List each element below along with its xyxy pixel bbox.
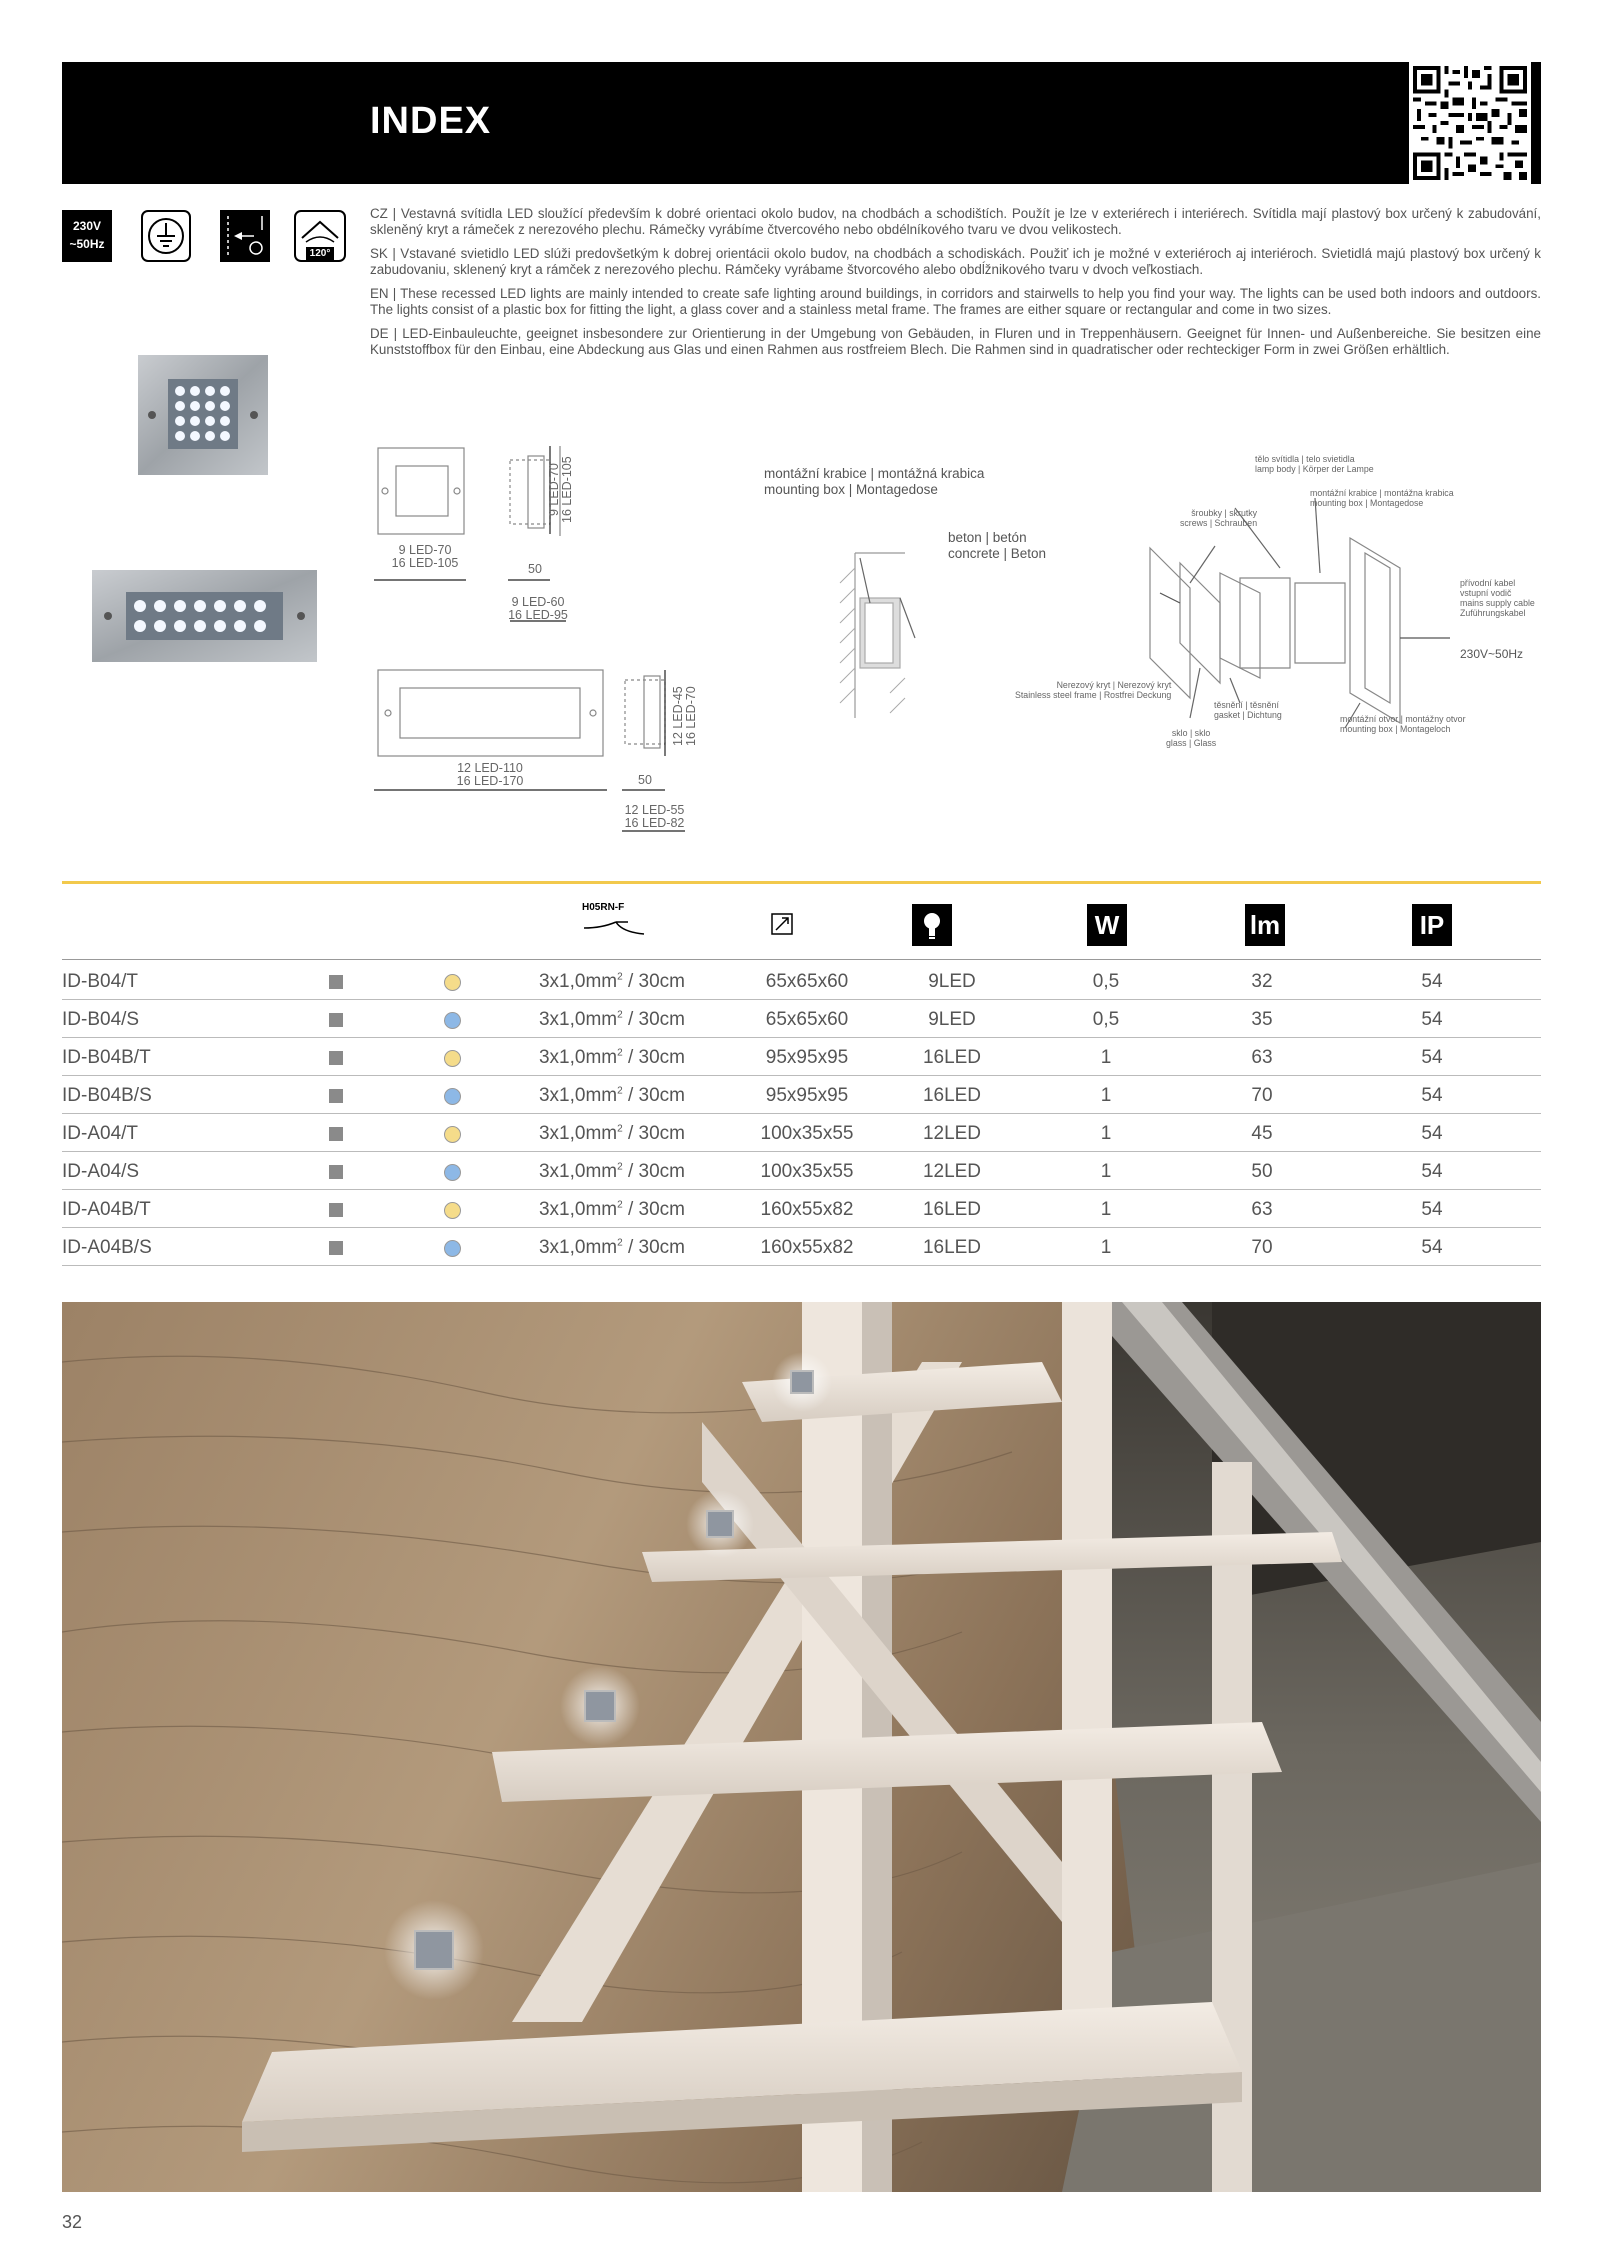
beam-angle-icon <box>294 210 346 262</box>
wattage: 1 <box>1100 1047 1112 1068</box>
page-title: INDEX <box>370 100 492 142</box>
light-tone-dot <box>444 1164 461 1181</box>
table-row <box>62 1228 1541 1266</box>
finish-swatch <box>329 975 343 989</box>
rectangular-light-image <box>92 570 317 662</box>
product-dimensions: 65x65x60 <box>765 971 849 992</box>
finish-swatch <box>329 1051 343 1065</box>
label-mounting-box: montážní krabice | montážná krabica mounting box | Montagedose <box>764 466 985 497</box>
ip-rating: 54 <box>1421 1161 1443 1182</box>
light-tone-dot <box>444 1088 461 1105</box>
product-dimensions: 100x35x55 <box>760 1161 854 1182</box>
finish-swatch <box>329 1241 343 1255</box>
table-row <box>62 1114 1541 1152</box>
finish-swatch <box>329 1203 343 1217</box>
table-top-rule <box>62 881 1541 884</box>
led-count: 12LED <box>922 1161 982 1182</box>
cable-spec: $3x1,0mm^2 / 30cm$ <box>538 1047 685 1068</box>
cable-size: 3x1,0mm <box>538 1199 618 1220</box>
wattage: 0,5 <box>1092 1009 1120 1030</box>
label-lamp-body: tělo svítidla | telo svietidla lamp body | Körper der Lampe <box>1255 454 1374 474</box>
cable-length: / 30cm <box>622 1085 685 1106</box>
table-row <box>62 1038 1541 1076</box>
wattage: 0,5 <box>1092 971 1120 992</box>
table-row <box>62 1190 1541 1228</box>
wattage: 1 <box>1100 1161 1112 1182</box>
dim-square-box: 9 LED-60 16 LED-95 <box>508 595 568 622</box>
product-dimensions: 160x55x82 <box>760 1237 854 1258</box>
led-count: 16LED <box>922 1237 982 1258</box>
dim-rect-width: 12 LED-110 16 LED-170 <box>456 761 524 788</box>
cable-size: 3x1,0mm <box>538 1237 618 1258</box>
label-voltage: 230V~50Hz <box>1460 647 1524 661</box>
product-code: ID-A04B/S <box>62 1237 152 1258</box>
description-en: EN | These recessed LED lights are mainly intended to create safe lighting around buildings, in corridors and stairwells to help you find your way. The lights can be used both indoors and outdoors. The lights consist of a plastic box for fitting the light, a glass cover and a stainless metal frame. The frames are either square or rectangular and come in two sizes. <box>370 286 1541 317</box>
label-mounting-hole: montážní otvor | montážny otvor mounting box | Montageloch <box>1340 714 1466 734</box>
header-bar <box>62 62 1541 184</box>
ip-rating: 54 <box>1421 1123 1443 1144</box>
product-code: ID-B04B/S <box>62 1085 152 1106</box>
lumens: 45 <box>1251 1123 1273 1144</box>
cable-size: 3x1,0mm <box>538 1009 618 1030</box>
light-tone-dot <box>444 1202 461 1219</box>
label-glass: sklo | sklo glass | Glass <box>1166 728 1217 748</box>
cable-type-label: H05RN-F <box>582 902 625 913</box>
table-row <box>62 1152 1541 1190</box>
description-cz: CZ | Vestavná svítidla LED sloužící především k dobré orientaci okolo budov, na chodbách a schodištích. Použít je lze v exteriérech i interiérech. Svítidla mají plastový box určený k zabudování, skleněný kryt a rámeček z nerezového plechu. Rámečky vyrábíme čtvercového nebo obdélníkového tvaru ve dvou velikostech. <box>370 206 1541 237</box>
qr-code-icon <box>1409 62 1531 184</box>
table-row <box>62 962 1541 1000</box>
mounting-surface-icon <box>220 210 270 262</box>
cable-length: / 30cm <box>622 1161 685 1182</box>
cable-size: 3x1,0mm <box>538 1161 618 1182</box>
product-code: ID-B04/S <box>62 1009 140 1030</box>
product-dimensions: 95x95x95 <box>765 1085 849 1106</box>
cable-length: / 30cm <box>622 1123 685 1144</box>
technical-drawings <box>360 438 1560 838</box>
led-count: 9LED <box>928 971 976 992</box>
cable-size: 3x1,0mm <box>538 1047 618 1068</box>
lumens: 35 <box>1251 1009 1273 1030</box>
cable-length: / 30cm <box>622 971 685 992</box>
led-count: 12LED <box>922 1123 982 1144</box>
voltage-line1: 230V <box>72 219 102 233</box>
ip-rating: 54 <box>1421 1085 1443 1106</box>
ip-rating: 54 <box>1421 1009 1443 1030</box>
cable-spec: $3x1,0mm^2 / 30cm$ <box>538 1009 685 1030</box>
product-table <box>62 962 1541 1266</box>
ip-rating: 54 <box>1421 1047 1443 1068</box>
lumen-header: lm <box>1245 904 1285 946</box>
label-screws: šroubky | skrutky screws | Schrauben <box>1180 508 1258 528</box>
led-count: 16LED <box>922 1199 982 1220</box>
cable-length: / 30cm <box>622 1237 685 1258</box>
page-number: 32 <box>62 2212 83 2232</box>
lumens: 50 <box>1251 1161 1273 1182</box>
ip-rating: 54 <box>1421 1237 1443 1258</box>
dim-rect-box: 12 LED-55 16 LED-82 <box>624 803 685 830</box>
led-count: 9LED <box>928 1009 976 1030</box>
cable-spec: $3x1,0mm^2 / 30cm$ <box>538 1161 685 1182</box>
wattage: 1 <box>1100 1123 1112 1144</box>
cable-size: 3x1,0mm <box>538 971 618 992</box>
lumens: 63 <box>1251 1199 1273 1220</box>
dim-square-depth: 50 <box>528 562 542 576</box>
label-frame: Nerezový kryt | Nerezový kryt Stainless steel frame | Rostfrei Deckung <box>1015 680 1172 700</box>
protection-class-icon <box>141 210 191 262</box>
product-code: ID-A04/S <box>62 1161 140 1182</box>
watt-header: W <box>1087 904 1127 946</box>
product-dimensions: 160x55x82 <box>760 1199 854 1220</box>
dimensions-icon <box>770 912 794 936</box>
light-tone-dot <box>444 1240 461 1257</box>
cable-size: 3x1,0mm <box>538 1123 618 1144</box>
bulb-icon <box>912 904 952 946</box>
ip-rating: 54 <box>1421 971 1443 992</box>
lumens: 70 <box>1251 1085 1273 1106</box>
finish-swatch <box>329 1127 343 1141</box>
cable-spec: $3x1,0mm^2 / 30cm$ <box>538 1237 685 1258</box>
product-dimensions: 100x35x55 <box>760 1123 854 1144</box>
description-de: DE | LED-Einbauleuchte, geeignet insbesondere zur Orientierung in der Umgebung von Gebäuden, in Fluren und in Treppenhäusern. Geeignet für Innen- und Außenbereiche. Sie besitzen eine Kunststoffbox für den Einbau, eine Abdeckung aus Glas und einen Rahmen aus rostfreiem Blech. Die Rahmen sind in quadratischer oder rechteckiger Form in zwei Größen erhältlich. <box>370 326 1541 357</box>
light-tone-dot <box>444 974 461 991</box>
cable-spec: $3x1,0mm^2 / 30cm$ <box>538 971 685 992</box>
beam-angle-label: 120° <box>309 248 331 259</box>
cable-size: 3x1,0mm <box>538 1085 618 1106</box>
product-code: ID-A04/T <box>62 1123 139 1144</box>
finish-swatch <box>329 1013 343 1027</box>
wattage: 1 <box>1100 1237 1112 1258</box>
cable-length: / 30cm <box>622 1199 685 1220</box>
square-light-image <box>138 355 268 475</box>
product-code: ID-B04B/T <box>62 1047 151 1068</box>
lumens: 70 <box>1251 1237 1273 1258</box>
product-dimensions: 95x95x95 <box>765 1047 849 1068</box>
lumens: 63 <box>1251 1047 1273 1068</box>
wattage: 1 <box>1100 1085 1112 1106</box>
ip-header: IP <box>1412 904 1452 946</box>
lumens: 32 <box>1251 971 1273 992</box>
light-tone-dot <box>444 1050 461 1067</box>
cable-spec: $3x1,0mm^2 / 30cm$ <box>538 1199 685 1220</box>
cable-length: / 30cm <box>622 1047 685 1068</box>
finish-swatch <box>329 1089 343 1103</box>
cable-icon <box>582 916 652 938</box>
product-code: ID-A04B/T <box>62 1199 151 1220</box>
dim-rect-height: 12 LED-45 16 LED-70 <box>671 686 698 746</box>
label-concrete: beton | betón concrete | Beton <box>948 530 1047 561</box>
table-row <box>62 1000 1541 1038</box>
label-mounting-box-2: montážní krabice | montážna krabica mounting box | Montagedose <box>1310 488 1454 508</box>
table-header <box>62 890 1541 960</box>
label-gasket: těsnění | těsnění gasket | Dichtung <box>1214 700 1282 720</box>
voltage-icon <box>62 210 112 262</box>
dim-square-width: 9 LED-70 16 LED-105 <box>391 543 459 570</box>
dim-rect-depth: 50 <box>638 773 652 787</box>
light-tone-dot <box>444 1126 461 1143</box>
product-dimensions: 65x65x60 <box>765 1009 849 1030</box>
ip-rating: 54 <box>1421 1199 1443 1220</box>
product-code: ID-B04/T <box>62 971 139 992</box>
cable-length: / 30cm <box>622 1009 685 1030</box>
dim-square-height: 9 LED-70 16 LED-105 <box>547 456 574 524</box>
wattage: 1 <box>1100 1199 1112 1220</box>
product-description <box>370 206 1541 366</box>
table-row <box>62 1076 1541 1114</box>
cable-spec: $3x1,0mm^2 / 30cm$ <box>538 1085 685 1106</box>
staircase-photo <box>62 1302 1541 2192</box>
label-supply-cable: přívodní kabel vstupní vodič mains supply cable Zuführungskabel <box>1460 578 1535 618</box>
voltage-line2: ~50Hz <box>69 237 105 251</box>
description-sk: SK | Vstavané svietidlo LED slúži predovšetkým k dobrej orientácii okolo budov, na chodbách a schodiskách. Použiť ich je možné v exteriéroch aj interiéroch. Svietidlá majú plastový box určený k zabudovaniu, sklenený kryt a rámček z nerezového plechu. Rámčeky vyrábame štvorcového alebo obdĺžnikového tvaru v dvoch veľkostiach. <box>370 246 1541 277</box>
light-tone-dot <box>444 1012 461 1029</box>
led-count: 16LED <box>922 1047 982 1068</box>
cable-spec: $3x1,0mm^2 / 30cm$ <box>538 1123 685 1144</box>
led-count: 16LED <box>922 1085 982 1106</box>
finish-swatch <box>329 1165 343 1179</box>
